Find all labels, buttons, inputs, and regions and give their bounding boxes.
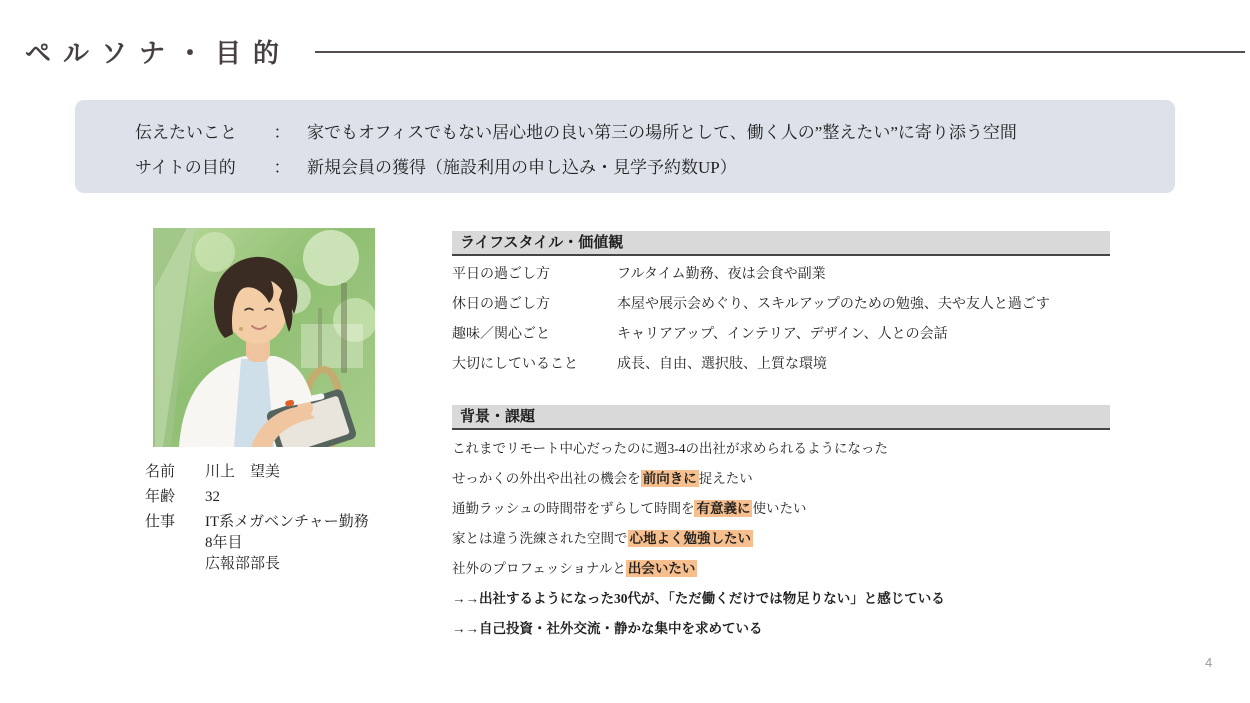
highlighted-text: 前向きに — [642, 471, 697, 486]
key-message-row — [135, 122, 1175, 144]
profile-name-label: 名前 — [145, 464, 176, 480]
site-goal-colon: ： — [273, 158, 291, 177]
site-goal-row — [135, 157, 1175, 179]
list-item — [452, 470, 1110, 500]
line-text: 家とは違う洗練された空間で — [452, 531, 628, 546]
profile-job-label: 仕事 — [145, 514, 176, 530]
background-section-header: 背景・課題 — [452, 405, 1110, 430]
profile-name-value: 川上 望美 — [205, 464, 281, 480]
background-lines — [452, 440, 1110, 650]
lifestyle-row-label: 休日の過ごし方 — [452, 297, 550, 312]
profile-job-line-2: 8年目 — [205, 535, 243, 551]
conclusion-line — [452, 620, 1110, 650]
profile-age-label: 年齢 — [145, 489, 176, 505]
title-divider-line — [315, 51, 1245, 53]
highlighted-text: 心地よく勉強したい — [629, 531, 751, 546]
site-goal-label: サイトの目的 — [135, 158, 236, 177]
list-item — [452, 500, 1110, 530]
lifestyle-row-value: キャリアアップ、インテリア、デザイン、人との会話 — [617, 327, 948, 342]
lifestyle-row-value: フルタイム勤務、夜は会食や副業 — [617, 267, 826, 282]
key-message-text: 家でもオフィスでもない居心地の良い第三の場所として、働く人の”整えたい”に寄り添う空間 — [307, 123, 1017, 142]
conclusion-line — [452, 590, 1110, 620]
line-text: →→出社するようになった30代が、「ただ働くだけでは物足りない」と感じている — [452, 591, 945, 606]
lifestyle-row-value: 成長、自由、選択肢、上質な環境 — [617, 357, 827, 372]
key-message-colon: ： — [273, 123, 291, 142]
line-text: 通勤ラッシュの時間帯をずらして時間を — [452, 501, 695, 516]
lifestyle-row-label: 大切にしていること — [452, 357, 578, 372]
persona-photo — [153, 228, 375, 447]
line-text: 捉えたい — [698, 471, 753, 486]
key-message-box — [75, 100, 1175, 193]
table-row — [452, 265, 1110, 295]
lifestyle-section-header: ライフスタイル・価値観 — [452, 231, 1110, 256]
profile-job-value — [205, 512, 369, 575]
profile-row-name — [145, 462, 369, 483]
highlighted-text: 有意義に — [696, 501, 751, 516]
lifestyle-section — [452, 231, 1110, 385]
lifestyle-table — [452, 265, 1110, 385]
lifestyle-row-label: 平日の過ごし方 — [452, 267, 550, 282]
key-message-label: 伝えたいこと — [135, 123, 237, 142]
profile-job-line-3: 広報部部長 — [205, 556, 281, 572]
list-item — [452, 440, 1110, 470]
line-text: 使いたい — [752, 501, 807, 516]
table-row — [452, 355, 1110, 385]
line-text: せっかくの外出や出社の機会を — [452, 471, 641, 486]
highlighted-text: 出会いたい — [627, 561, 696, 576]
profile-age-value: 32 — [205, 489, 220, 505]
line-text: →→自己投資・社外交流・静かな集中を求めている — [452, 621, 763, 636]
page-number: 4 — [1205, 655, 1213, 670]
profile-row-job — [145, 512, 369, 575]
persona-photo-illustration — [153, 228, 375, 447]
list-item — [452, 560, 1110, 590]
background-section — [452, 405, 1110, 650]
line-text: 社外のプロフェッショナルと — [452, 561, 626, 576]
table-row — [452, 295, 1110, 325]
site-goal-text: 新規会員の獲得（施設利用の申し込み・見学予約数UP） — [307, 158, 737, 177]
profile-row-age — [145, 487, 369, 508]
profile-job-line-1: IT系メガベンチャー勤務 — [205, 514, 369, 530]
lifestyle-row-label: 趣味／関心ごと — [452, 327, 550, 342]
lifestyle-row-value: 本屋や展示会めぐり、スキルアップのための勉強、夫や友人と過ごす — [617, 297, 1050, 312]
line-text: これまでリモート中心だったのに週3-4の出社が求められるようになった — [452, 441, 888, 456]
list-item — [452, 530, 1110, 560]
table-row — [452, 325, 1110, 355]
page-title: ペルソナ・目的 — [25, 39, 292, 68]
profile-list — [145, 462, 369, 579]
